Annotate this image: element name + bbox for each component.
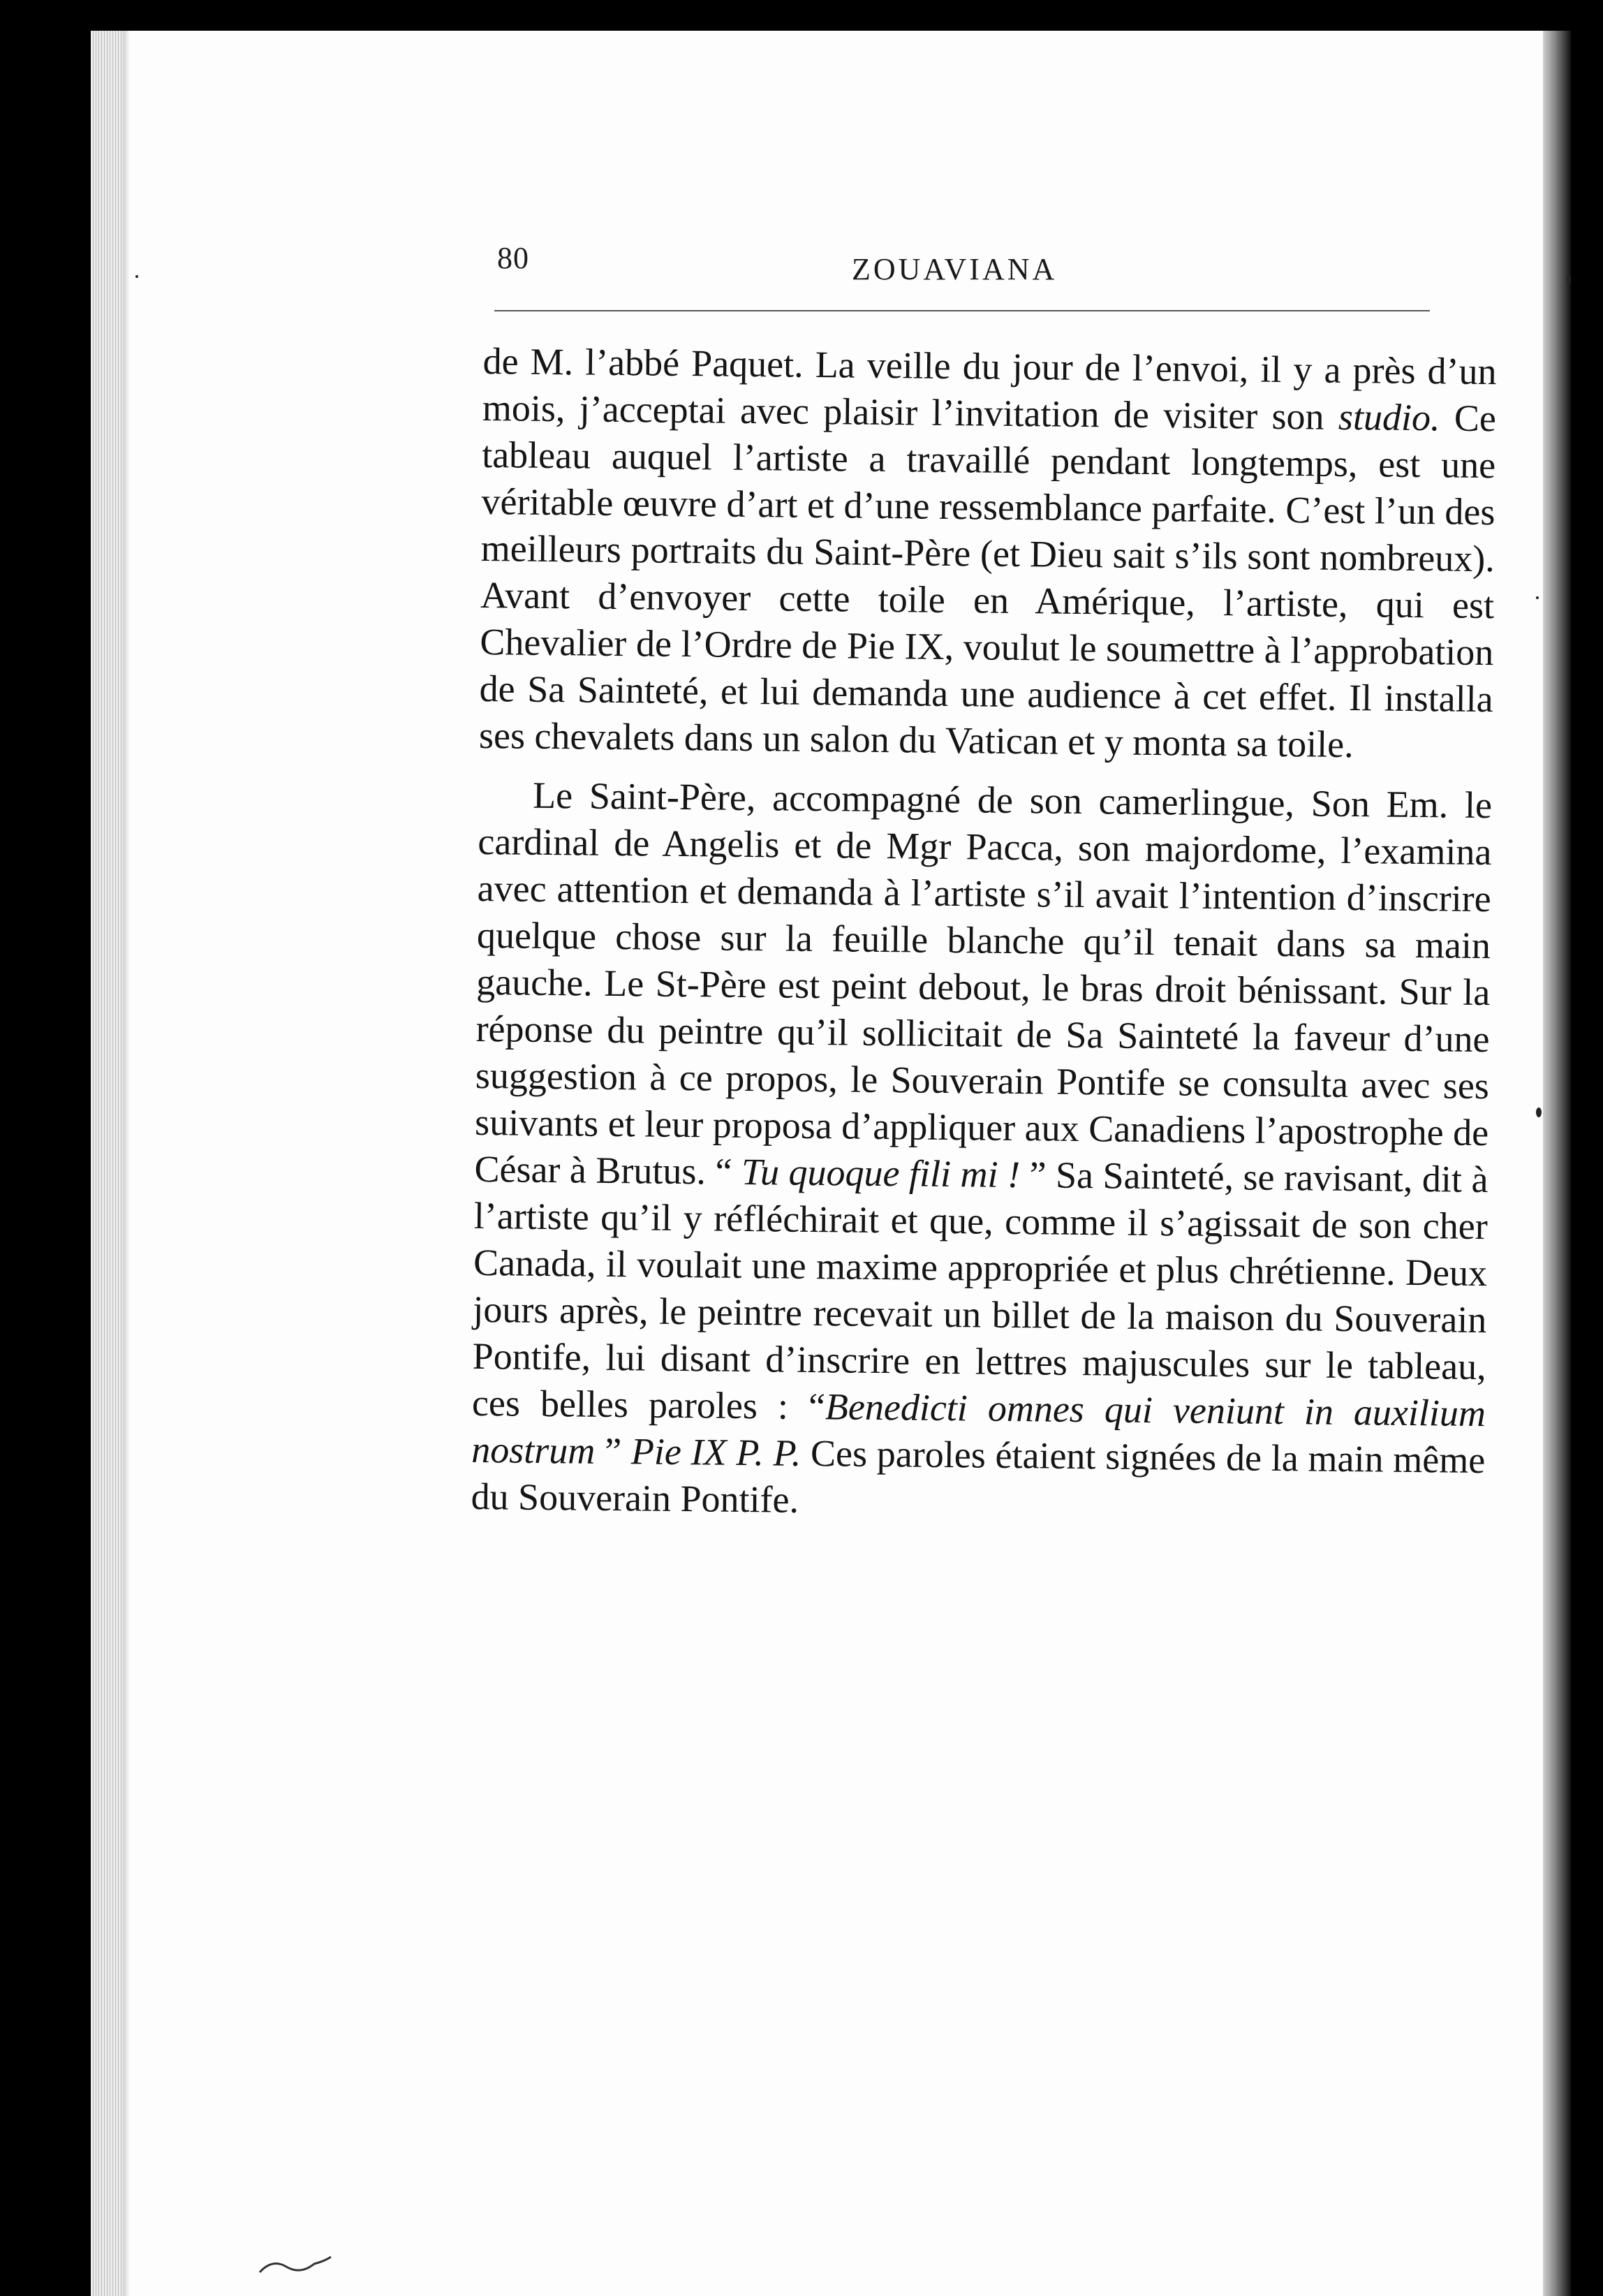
page-edges <box>91 31 123 2296</box>
paragraph-text: Ce tableau auquel l’artiste a travaillé pendant longtemps, est une véritable œuvre d’art et d’une ressemblance parfaite. C’est l’un des meilleurs portraits du Saint-Père (et Dieu sait s’ils sont nombreux). Avant d’envoyer cette toile en Amérique, l’artiste, qui est Chevalier de l’Ordre de Pie IX, voulut le soumettre à l’approbation de Sa Sainteté, et lui demanda une audience à cet effet. Il installa ses chevalets dans un salon du Vatican et y monta sa toile. <box>478 397 1497 766</box>
page-number: 80 <box>497 241 529 275</box>
italic-text: Pie IX P. P. <box>630 1430 802 1474</box>
paragraph-text: ” Sa Sainteté, se ravisant, dit à l’artiste qu’il y réfléchirait et que, comme il s’agissait de son cher Canada, il voulait une maxime appropriée et plus chrétienne. Deux jours après, le peintre recevait un billet de la maison du Souverain Pontife, lui disant d’inscrire en lettres majuscules sur le tableau, ces belles paroles : “ <box>471 1154 1488 1428</box>
italic-text: Tu quoque fili mi ! <box>741 1150 1021 1196</box>
paragraph-text: Ces paroles étaient signées de la main même du Souverain Pontife. <box>471 1432 1486 1521</box>
scan-speck <box>135 275 138 278</box>
scan-speck <box>1536 596 1539 599</box>
header-rule <box>494 310 1430 311</box>
scan-speck <box>1536 1107 1542 1117</box>
scan-speck <box>1567 275 1571 284</box>
paragraph <box>479 338 1497 770</box>
binding-gutter <box>1543 31 1571 2296</box>
paragraph <box>471 772 1492 1531</box>
italic-text: Benedicti omnes qui veniunt in auxilium nostrum <box>471 1385 1486 1472</box>
paragraph-text: Le Saint-Père, accompagné de son camerlingue, Son Em. le cardinal de Angelis et de Mgr Pacca, son majordome, l’examina avec attention et demanda à l’artiste s’il avait l’intention d’inscrire quelque chose sur la feuille blanche qu’il tenait dans sa main gauche. Le St-Père est peint debout, le bras droit bénissant. Sur la réponse du peintre qu’il sollicitait de Sa Sainteté la faveur d’une suggestion à ce propos, le Souverain Pontife se consulta avec ses suivants et leur proposa d’appliquer aux Canadiens l’apostrophe de César à Brutus. “ <box>474 774 1493 1193</box>
body-text <box>471 338 1497 1531</box>
paragraph-text: ” <box>595 1429 632 1473</box>
scan-squiggle <box>258 2251 342 2279</box>
running-title: ZOUAVIANA <box>852 252 1058 286</box>
book-page <box>91 31 1571 2296</box>
paragraph-text: de M. l’abbé Paquet. La veille du jour de l’envoi, il y a près d’un mois, j’acceptai avec plaisir l’invitation de visiter son <box>482 339 1497 438</box>
italic-text: studio. <box>1338 395 1440 439</box>
